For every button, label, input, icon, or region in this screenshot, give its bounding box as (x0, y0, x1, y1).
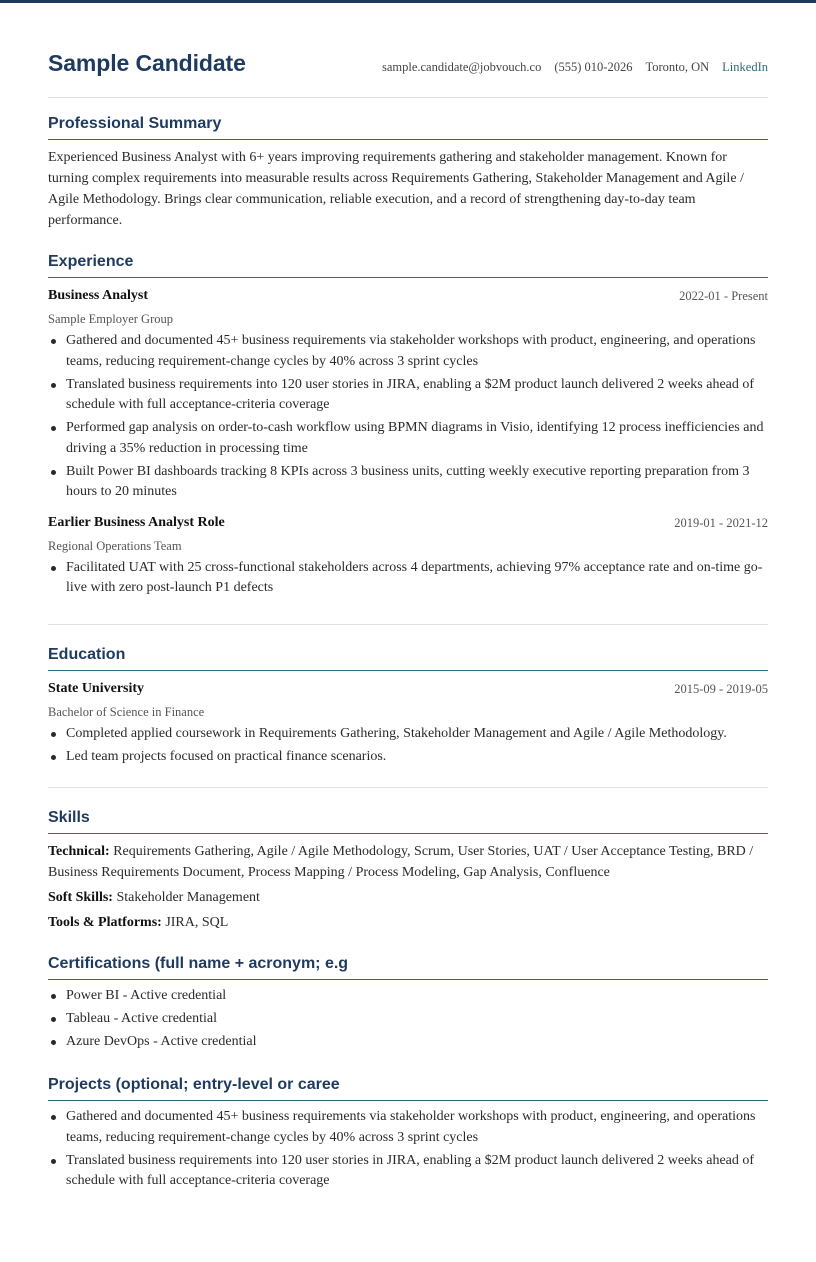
projects-list (48, 1107, 768, 1192)
candidate-name: Sample Candidate (48, 50, 246, 76)
experience-entry (48, 286, 768, 503)
experience-section (48, 252, 768, 601)
contact-location: Toronto, ON (645, 60, 710, 74)
job-dates: 2019-01 - 2021-12 (674, 515, 768, 530)
linkedin-link[interactable]: LinkedIn (722, 60, 768, 74)
list-item: Translated business requirements into 120 user stories in JIRA, enabling a $2M product launch delivered 2 weeks ahead of schedule with full acceptance-criteria coverage (48, 1151, 768, 1192)
certifications-list (48, 986, 768, 1053)
technical-skills (48, 841, 768, 883)
job-bullets (48, 331, 768, 503)
list-item: Facilitated UAT with 25 cross-functional stakeholders across 4 departments, achieving 97% acceptance rate and on-time go-live with zero post-launch P1 defects (48, 558, 768, 599)
job-title: Business Analyst (48, 288, 148, 303)
education-bullets (48, 724, 768, 768)
education-heading: Education (48, 645, 768, 671)
job-title: Earlier Business Analyst Role (48, 514, 225, 530)
resume-header (48, 0, 768, 98)
soft-skills-label: Soft Skills: (48, 890, 113, 905)
technical-skills-label: Technical: (48, 844, 110, 859)
list-item: Completed applied coursework in Requirements Gathering, Stakeholder Management and Agile / Agile Methodology. (48, 724, 768, 745)
education-section (48, 645, 768, 770)
section-divider (48, 624, 768, 625)
degree-name: Bachelor of Science in Finance (48, 705, 205, 719)
soft-skills-value: Stakeholder Management (116, 890, 260, 905)
school-name: State University (48, 681, 145, 696)
tools-skills-label: Tools & Platforms: (48, 915, 162, 930)
summary-section (48, 114, 768, 231)
list-item: Azure DevOps - Active credential (48, 1032, 768, 1053)
list-item: Gathered and documented 45+ business requirements via stakeholder workshops with product, engineering, and operations teams, reducing requirement-change cycles by 40% across 3 sprint cycles (48, 331, 768, 372)
list-item: Translated business requirements into 120 user stories in JIRA, enabling a $2M product launch delivered 2 weeks ahead of schedule with full acceptance-criteria coverage (48, 375, 768, 416)
projects-heading: Projects (optional; entry-level or caree (48, 1075, 768, 1101)
soft-skills (48, 887, 768, 908)
contact-info (382, 59, 768, 75)
certifications-heading: Certifications (full name + acronym; e.g (48, 954, 768, 980)
technical-skills-value: Requirements Gathering, Agile / Agile Methodology, Scrum, User Stories, UAT / User Acceptance Testing, BRD / Business Requirements Document, Process Mapping / Process Modeling, Gap Analysis, Confluence (48, 844, 754, 880)
tools-skills-value: JIRA, SQL (165, 915, 229, 930)
job-dates: 2022-01 - Present (679, 289, 768, 303)
certifications-section (48, 954, 768, 1055)
job-bullets (48, 558, 768, 599)
section-divider (48, 787, 768, 788)
projects-section (48, 1075, 768, 1194)
list-item: Performed gap analysis on order-to-cash workflow using BPMN diagrams in Visio, identifying 12 process inefficiencies and driving a 35% reduction in processing time (48, 418, 768, 459)
contact-phone: (555) 010-2026 (554, 60, 633, 74)
list-item: Built Power BI dashboards tracking 8 KPIs across 3 business units, cutting weekly executive reporting preparation from 3 hours to 20 minutes (48, 462, 768, 503)
list-item: Led team projects focused on practical finance scenarios. (48, 747, 768, 768)
contact-email[interactable]: sample.candidate@jobvouch.co (381, 60, 542, 74)
education-dates: 2015-09 - 2019-05 (674, 682, 768, 696)
list-item: Tableau - Active credential (48, 1009, 768, 1030)
employer-name: Sample Employer Group (48, 312, 173, 326)
education-entry (48, 679, 768, 768)
skills-section (48, 808, 768, 933)
summary-heading: Professional Summary (48, 114, 768, 140)
experience-entry (48, 513, 768, 599)
resume-page (48, 0, 768, 1188)
list-item: Gathered and documented 45+ business requirements via stakeholder workshops with product, engineering, and operations teams, reducing requirement-change cycles by 40% across 3 sprint cycles (48, 1107, 768, 1148)
employer-name: Regional Operations Team (48, 538, 182, 553)
experience-heading: Experience (48, 252, 768, 278)
list-item: Power BI - Active credential (48, 986, 768, 1007)
summary-text: Experienced Business Analyst with 6+ years improving requirements gathering and stakeholder management. Known for turning complex requirements into measurable results across Requirements Gathering, Stakeholder Management and Agile / Agile Methodology. Brings clear communication, reliable execution, and a record of strengthening day-to-day team performance. (48, 150, 744, 228)
skills-heading: Skills (48, 808, 768, 834)
tools-skills (48, 912, 768, 933)
